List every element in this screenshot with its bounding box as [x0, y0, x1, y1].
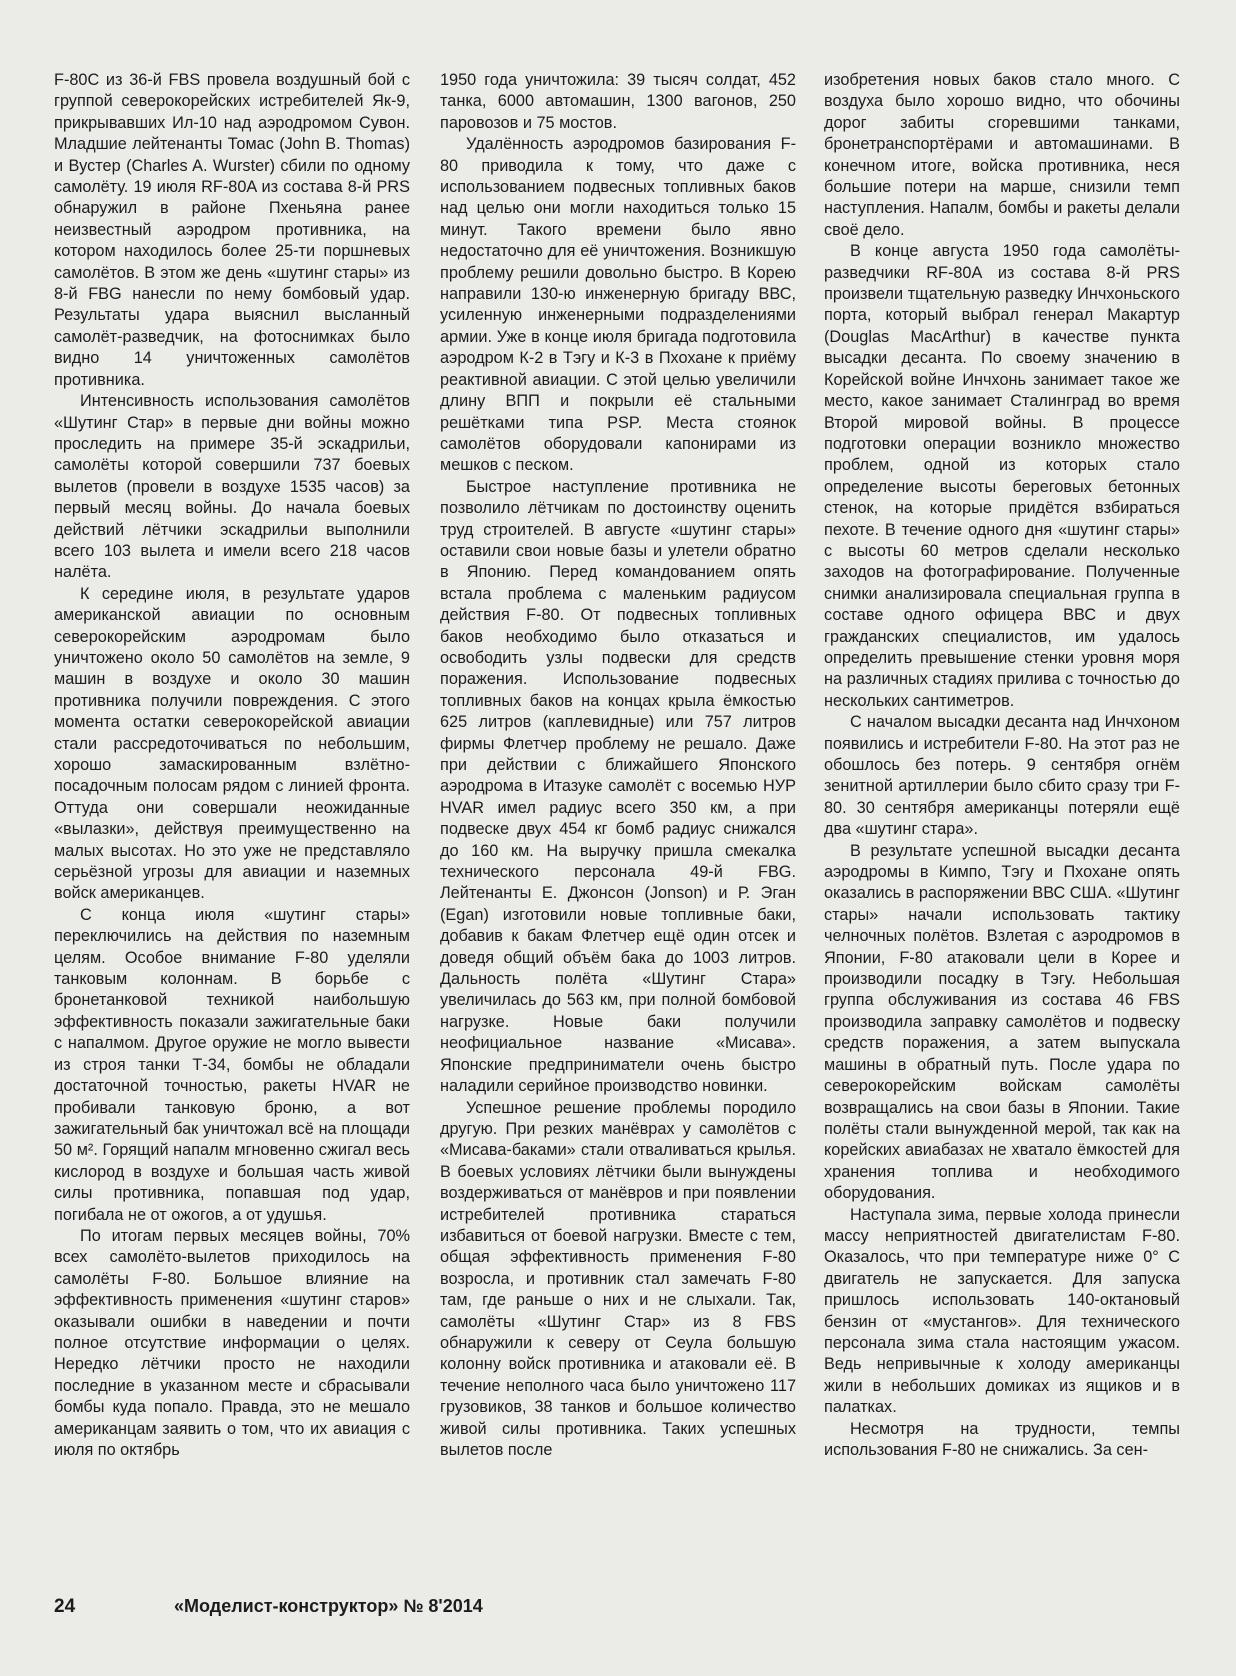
paragraph: F-80C из 36-й FBS провела воздушный бой с группой северокорейских истребителей Як-9, прикрывавших Ил-10 над аэродромом Сувон. Младшие лейтенанты Томас (John B. Thomas) и Вустер (Charles A. Wurster) сбили по одному самолёту. 19 июля RF-80A из состава 8-й PRS обнаружил в районе Пхеньяна ранее неизвестный аэродром противника, на котором находилось более 25-ти поршневых самолётов. В этом же день «шутинг стары» из 8-й FBG нанесли по нему бомбовый удар. Результаты удара выяснил высланный самолёт-разведчик, на фотоснимках было видно 14 уничтоженных самолётов противника.: [54, 71, 410, 389]
paragraph: Удалённость аэродромов базирования F-80 приводила к тому, что даже с использованием подвесных топливных баков над целью они могли находиться только 15 минут. Такого времени было явно недостаточно для её уничтожения. Возникшую проблему решили довольно быстро. В Корею направили 130-ю инженерную бригаду ВВС, усиленную инженерными подразделениями армии. Уже в конце июля бригада подготовила аэродром К-2 в Тэгу и К-3 в Пхохане к приёму реактивной авиации. С этой целью увеличили длину ВПП и покрыли её стальными решётками типа PSP. Места стоянок самолётов оборудовали капонирами из мешков с песком.: [440, 135, 796, 475]
paragraph: С началом высадки десанта над Инчхоном появились и истребители F-80. На этот раз не обошлось без потерь. 9 сентября огнём зенитной артиллерии было сбито сразу три F-80. 30 сентября американцы потеряли ещё два «шутинг стара».: [824, 713, 1180, 839]
page-footer: [54, 1596, 1136, 1626]
paragraph: В результате успешной высадки десанта аэродромы в Кимпо, Тэгу и Пхохане опять оказались в распоряжении ВВС США. «Шутинг стары» начали использовать тактику челночных полётов. Взлетая с аэродромов в Японии, F-80 атаковали цели в Корее и производили посадку в Тэгу. Небольшая группа обслуживания из состава 46 FBS производила заправку самолётов и подвеску средств поражения, а затем выпускала машины в обратный путь. После удара по северокорейским войскам самолёты возвращались на свои базы в Японии. Такие полёты стали вынужденной мерой, так как на корейских авиабазах не хватало ёмкостей для хранения топлива и необходимого оборудования.: [824, 841, 1180, 1203]
text-column-1: [54, 70, 410, 1461]
paragraph: изобретения новых баков стало много. С воздуха было хорошо видно, что обочины дорог забиты сгоревшими танками, бронетранспортёрами и автомашинами. В конечном итоге, войска противника, неся большие потери на марше, снизили темп наступления. Напалм, бомбы и ракеты делали своё дело.: [824, 71, 1180, 239]
magazine-title: «Моделист-конструктор» № 8'2014: [174, 1596, 483, 1616]
paragraph: 1950 года уничтожила: 39 тысяч солдат, 452 танка, 6000 автомашин, 1300 вагонов, 250 паровозов и 75 мостов.: [440, 71, 796, 132]
text-column-3: [824, 70, 1180, 1461]
paragraph: Интенсивность использования самолётов «Шутинг Стар» в первые дни войны можно проследить на примере 35-й эскадрильи, самолёты которой совершили 737 боевых вылетов (провели в воздухе 1535 часов) за первый месяц войны. До начала боевых действий лётчики эскадрильи выполнили всего 103 вылета и имели всего 218 часов налёта.: [54, 392, 410, 582]
paragraph: По итогам первых месяцев войны, 70% всех самолёто-вылетов приходилось на самолёты F-80. Большое влияние на эффективность применения «шутинг старов» оказывали ошибки в наведении и почти полное отсутствие информации о целях. Нередко лётчики просто не находили последние в указанном месте и сбрасывали бомбы куда попало. Правда, это не мешало американцам заявить о том, что их авиация с июля по октябрь: [54, 1226, 410, 1459]
paragraph: Быстрое наступление противника не позволило лётчикам по достоинству оценить труд строителей. В августе «шутинг стары» оставили свои новые базы и улетели обратно в Японию. Перед командованием опять встала проблема с маленьким радиусом действия F-80. От подвесных топливных баков необходимо было отказаться и освободить узлы подвески для средств поражения. Использование подвесных топливных баков на концах крыла ёмкостью 625 литров (каплевидные) или 757 литров фирмы Флетчер проблему не решало. Даже при действии с ближайшего Японского аэродрома в Итазуке самолёт с восемью НУР HVAR имел радиус всего 350 км, а при подвеске двух 454 кг бомб радиус снижался до 160 км. На выручку пришла смекалка технического персонала 49-й FBG. Лейтенанты Е. Джонсон (Jonson) и Р. Эган (Egan) изготовили новые топливные баки, добавив к бакам Флетчер ещё один отсек и доведя общий объём бака до 1003 литров. Дальность полёта «Шутинг Стара» увеличилась до 563 км, при полной бомбовой нагрузке. Новые баки получили неофициальное название «Мисава». Японские предприниматели очень быстро наладили серийное производство новинки.: [440, 477, 796, 1096]
text-column-2: [440, 70, 796, 1461]
page-number: 24: [54, 1596, 76, 1617]
paragraph: Успешное решение проблемы породило другую. При резких манёврах у самолётов с «Мисава-баками» стали отваливаться крылья. В боевых условиях лётчики были вынуждены воздерживаться от манёвров и при появлении истребителей противника стараться избавиться от боевой нагрузки. Вместе с тем, общая эффективность применения F-80 возросла, и противник стал замечать F-80 там, где раньше о них и не слыхали. Так, самолёты «Шутинг Стар» из 8 FBS обнаружили к северу от Сеула большую колонну войск противника и атаковали её. В течение неполного часа было уничтожено 117 грузовиков, 38 танков и большое количество живой силы противника. Таких успешных вылетов после: [440, 1098, 796, 1459]
paragraph: С конца июля «шутинг стары» переключились на действия по наземным целям. Особое внимание F-80 уделяли танковым колоннам. В борьбе с бронетанковой техникой наибольшую эффективность показали зажигательные баки с напалмом. Другое оружие не могло вывести из строя танки Т-34, бомбы не обладали достаточной точностью, ракеты HVAR не пробивали танковую броню, а вот зажигательный бак уничтожал всё на площади 50 м². Горящий напалм мгновенно сжигал весь кислород в воздухе и большая часть живой силы противника, попавшая под удар, погибала не от ожогов, а от удушья.: [54, 905, 410, 1224]
paragraph: К середине июля, в результате ударов американской авиации по основным северокорейским аэродромам было уничтожено около 50 самолётов на земле, 9 машин в воздухе и около 30 машин противника получили повреждения. С этого момента остатки северокорейской авиации стали рассредоточиваться по небольшим, хорошо замаскированным взлётно-посадочным полосам рядом с линией фронта. Оттуда они совершали неожиданные «вылазки», действуя преимущественно на малых высотах. Но это уже не представляло серьёзной угрозы для авиации и наземных войск американцев.: [54, 584, 410, 903]
paragraph: Несмотря на трудности, темпы использования F-80 не снижались. За сен-: [824, 1419, 1180, 1459]
paragraph: Наступала зима, первые холода принесли массу неприятностей двигателистам F-80. Оказалось, что при температуре ниже 0° С двигатель не запускается. Для запуска пришлось использовать 140-октановый бензин от «мустангов». Для технического персонала зима стала настоящим ужасом. Ведь непривычные к холоду американцы жили в небольших домиках из ящиков и в палатках.: [824, 1205, 1180, 1417]
paragraph: В конце августа 1950 года самолёты-разведчики RF-80A из состава 8-й PRS произвели тщательную разведку Инчхоньского порта, который выбрал генерал Макартур (Douglas MacArthur) в качестве пункта высадки десанта. По своему значению в Корейской войне Инчхонь занимает такое же место, какое занимает Сталинград во время Второй мировой войны. В процессе подготовки операции возникло множество проблем, одной из которых стало определение высоты береговых бетонных стенок, на которые придётся взбираться пехоте. В течение одного дня «шутинг стары» с высоты 60 метров сделали несколько заходов на фотографирование. Полученные снимки анализировала специальная группа в составе одного офицера ВВС и двух гражданских специалистов, им удалось определить превышение стенки уровня моря на различных стадиях прилива с точностью до нескольких сантиметров.: [824, 242, 1180, 710]
